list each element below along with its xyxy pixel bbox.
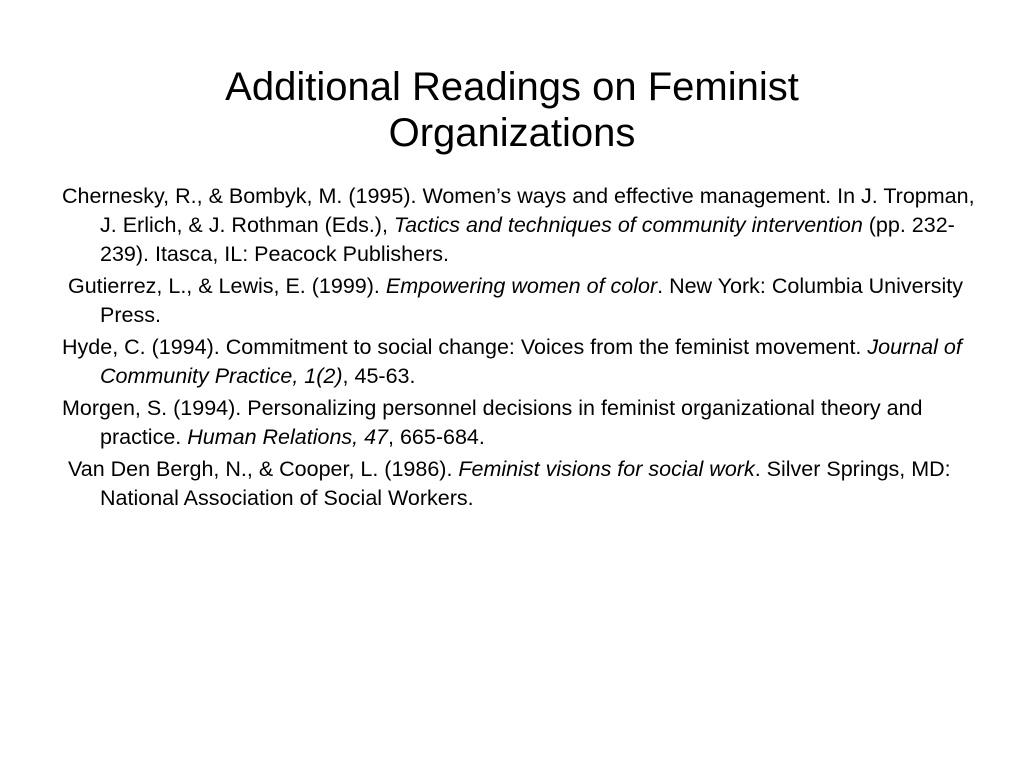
reference-italic-title: Feminist visions for social work: [458, 457, 755, 481]
reference-italic-title: Journal of Community Practice, 1(2): [100, 335, 962, 388]
reference-text: Van Den Bergh, N., & Cooper, L. (1986).: [68, 457, 459, 481]
reference-italic-title: Tactics and techniques of community intervention: [393, 213, 863, 237]
reference-item: [62, 272, 982, 330]
reference-item: [62, 394, 982, 452]
reference-text: Chernesky, R., & Bombyk, M. (1995). Women’s ways and effective management. In J. Tropman, J. Erlich, & J. Rothman (Eds.),: [62, 184, 975, 237]
reference-text: Gutierrez, L., & Lewis, E. (1999).: [68, 274, 386, 298]
reference-list: [62, 182, 982, 516]
slide-title: Additional Readings on Feminist Organizations: [225, 65, 799, 155]
reference-text: Hyde, C. (1994). Commitment to social change: Voices from the feminist movement.: [62, 335, 868, 359]
reference-text-tail: . Silver Springs, MD: National Association of Social Workers.: [100, 457, 951, 510]
reference-text-tail: , 45-63.: [342, 364, 416, 388]
reference-item: [62, 182, 982, 269]
reference-italic-title: Human Relations, 47: [187, 425, 389, 449]
reference-text-tail: (pp. 232-239). Itasca, IL: Peacock Publishers.: [100, 213, 955, 266]
reference-text-tail: , 665-684.: [388, 425, 485, 449]
reference-item: [62, 333, 982, 391]
reference-item: [62, 455, 982, 513]
reference-italic-title: Empowering women of color: [385, 274, 658, 298]
reference-text: Morgen, S. (1994). Personalizing personnel decisions in feminist organizational theory and practice.: [62, 396, 923, 449]
reference-text-tail: . New York: Columbia University Press.: [100, 274, 964, 327]
